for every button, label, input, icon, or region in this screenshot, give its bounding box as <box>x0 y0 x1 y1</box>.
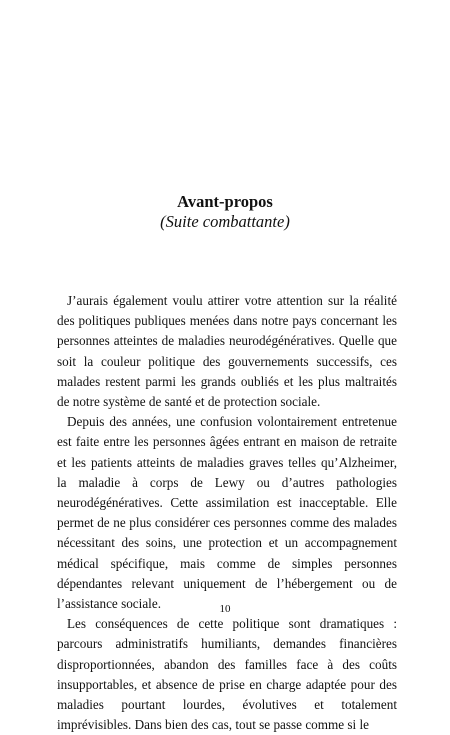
paragraph-1: J’aurais également voulu attirer votre attention sur la réalité des politiques publiques menées dans notre pays concernant les personnes atteintes de maladies neurodégénératives. Quelle que soit la couleur politique des gouvernements successifs, ces malades restent parmi les grands oubliés et les plus maltraités de notre système de santé et de protection sociale. <box>57 293 397 410</box>
chapter-title: Avant-propos <box>177 192 273 211</box>
paragraph-3: Les conséquences de cette politique sont dramatiques : parcours administratifs humiliants, demandes financières disproportionnées, abandon des familles face à des coûts insupportables, et absence de prise en charge adaptée pour des maladies pourtant lourdes, évolutives et totalement imprévisibles. Dans bien des cas, tout se passe comme si le <box>57 616 397 733</box>
chapter-heading <box>0 192 450 232</box>
paragraph-2: Depuis des années, une confusion volontairement entretenue est faite entre les personnes âgées entrant en maison de retraite et les patients atteints de maladies graves telles qu’Alzheimer, la maladie à corps de Lewy ou d’autres pathologies neurodégénératives. Cette assimilation est inacceptable. Elle permet de ne plus considérer ces personnes comme des malades nécessitant des soins, une protection et un accompagnement médical spécifique, mais comme de simples personnes dépendantes relevant uniquement de l’hébergement ou de l’assistance sociale. <box>57 414 397 612</box>
page-number: 10 <box>219 603 231 615</box>
body-text <box>57 291 397 735</box>
chapter-subtitle: (Suite combattante) <box>160 212 290 231</box>
